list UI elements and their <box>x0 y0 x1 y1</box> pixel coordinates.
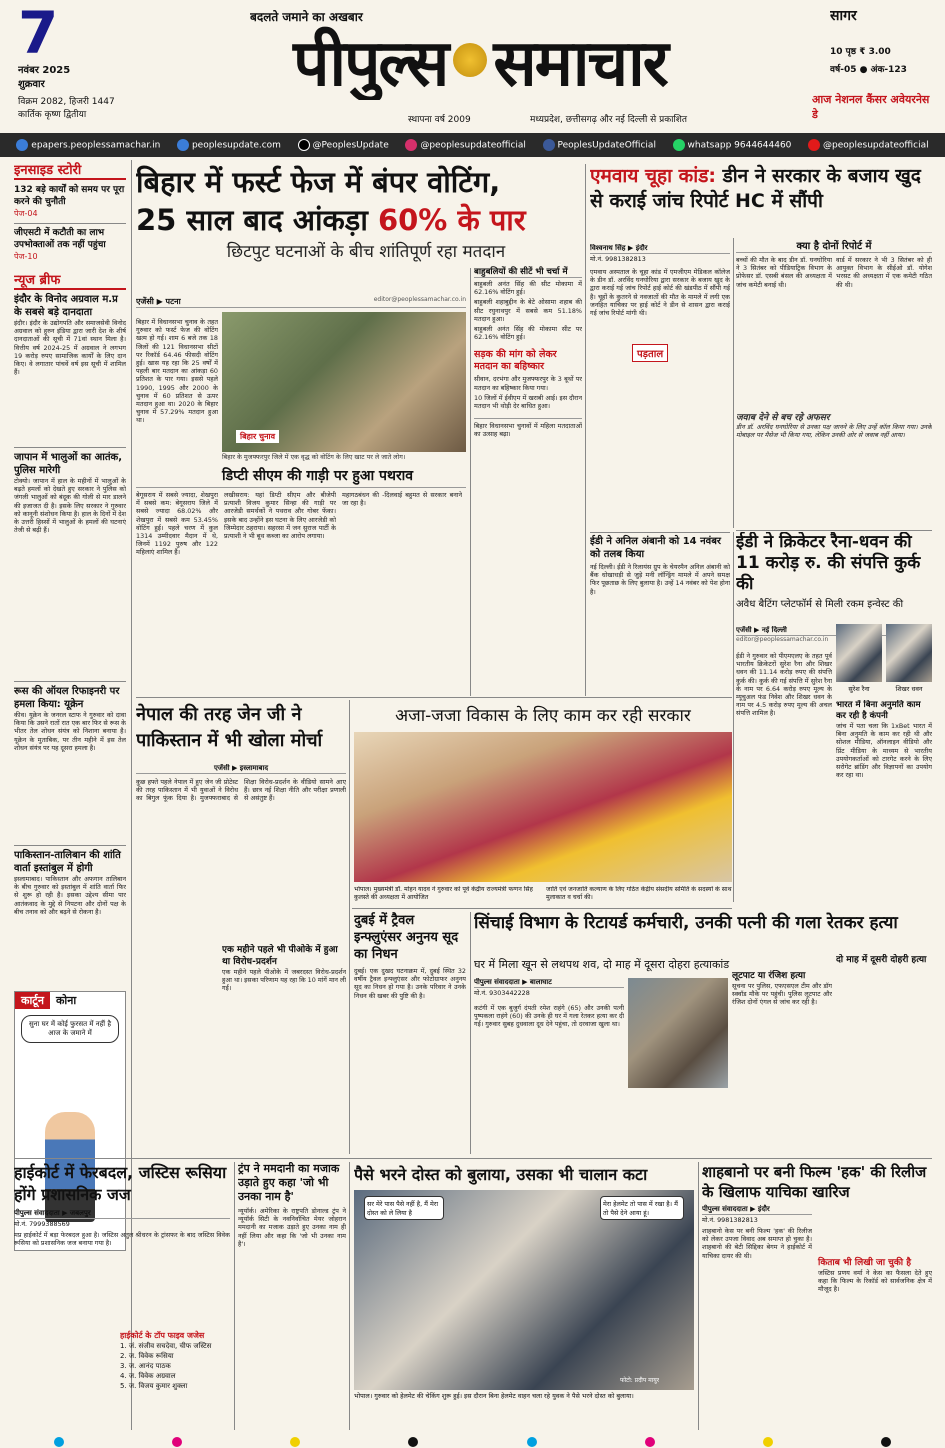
social-item-facebook[interactable]: PeoplesUpdateOfficial <box>543 139 656 151</box>
social-item-epaper[interactable]: epapers.peoplessamachar.in <box>16 139 160 151</box>
sadak-heading: सड़क की मांग को लेकर मतदान का बहिष्कार <box>474 349 557 373</box>
brief-item: रूस की ऑयल रिफाइनरी पर हमला किया: यूक्रेन कीव। यूक्रेन के जनरल स्टाफ ने गुरुवार को दावा किया कि उसने रातों रात एक बार फिर से रूस के भीतर तेल शोधन संयंत्र को निशाना बनाया है। यूक्रेन के मुताबिक, पर तीन महीने में इस तेल शोधन संयंत्र पर यह दूसरा हमला है। <box>14 681 126 841</box>
lead-headline <box>136 164 596 272</box>
mbh-headline: एमवाय चूहा कांड: डीन ने सरकार के बजाय खुद से कराई जांच रिपोर्ट HC में सौंपी <box>590 165 921 212</box>
dubai: दुबई में ट्रैवल इन्फ्लुएंसर अनुनय सूद का निधन दुबई। एक दुखद घटनाक्रम में, दुबई स्थित 32 वर्षीय ट्रैवल इन्फ्लुएंसर और फोटोग्राफर अनुनय सूद का निधन हो गया है। उनके परिवार ने उनके निधन की खबर की पुष्टि की है। <box>354 913 466 1000</box>
aja-photo <box>354 732 732 882</box>
title-right: समाचार <box>493 26 667 100</box>
globe-icon <box>16 139 28 151</box>
nepal-headline: नेपाल की तरह जेन जी ने पाकिस्तान में भी खोला मोर्चा <box>136 704 323 751</box>
aja-headline: अजा-जजा विकास के लिए काम कर रही सरकार <box>395 706 691 726</box>
raina-photo-label: सुरेश रैना <box>848 685 870 693</box>
raina-headline: ईडी ने क्रिकेटर रैना-धवन की 11 करोड़ रु. की संपत्ति कुर्क की <box>736 532 921 594</box>
social-item-website[interactable]: peoplesupdate.com <box>177 139 281 151</box>
social-item-whatsapp[interactable]: whatsapp 9644644460 <box>673 139 792 151</box>
date-block <box>18 4 123 124</box>
raina-byline: एजेंसी ▶ नई दिल्ली editor@peoplessamachar.co.in <box>736 626 932 643</box>
social-item-youtube[interactable]: @peoplesupdateofficial <box>808 139 929 151</box>
sinchai-photo <box>628 978 728 1088</box>
sinchai-byline: पीपुल्स संवाददाता ▶ बालाघाट मो.नं. 9303442228 <box>474 978 624 997</box>
brief-item: पाकिस्तान-तालिबान की शांति वार्ता इस्तांबुल में होगी इस्लामाबाद। पाकिस्तान और अफगान तालिबान के बीच गुरुवार को इस्तांबुल में शांति वार्ता फिर से शुरू हो रही है। इसका उद्देश्य सीमा पार आतंकवाद के मुद्दे से निपटना और दोनों पक्ष के बीच तनाव को और बढ़ने से रोकना है। <box>14 845 126 985</box>
sinchai-body: कटंगी में एक बुजुर्ग दंपती रमेश राहंगे (65) और उनकी पत्नी पुष्पकला राहंगे (60) की उनके ही घर में गला रेतकर हत्या कर दी गई। गुरुवार सुबह दुधवाला दूध देने पहुंचा, तो दरवाजा खुला था। <box>474 1004 624 1029</box>
highcourt: हाईकोर्ट में फेरबदल, जस्टिस रूसिया होंगे प्रशासनिक जज पीपुल्स संवाददाता ▶ जबलपुर मो.नं. 7999388569 मप्र हाईकोर्ट में बड़ा फेरबदल हुआ है। जस्टिस अतुल श्रीधरन के ट्रांसफर के बाद जस्टिस विवेक रूसिया को प्रशासनिक जज बनाया गया है। <box>14 1163 230 1248</box>
nepal-body: कुछ हफ्ते पहले नेपाल में हुए जेन जी प्रोटेस्ट की तरह पाकिस्तान में भी युवाओं ने विरोध का बिगुल फूंक दिया है। मुजफ्फराबाद से शिक्षा विरोध-प्रदर्शन के वीडियो सामने आए हैं। छात्र नई शिक्षा नीति और परीक्षा प्रणाली से असंतुष्ट हैं। <box>136 778 346 803</box>
lead-headline-line2: 25 साल बाद आंकड़ा 60% के पार <box>136 203 526 237</box>
date-paksha: कार्तिक कृष्ण द्वितीया <box>18 110 87 120</box>
raina-subhead: अवैध बैटिंग प्लेटफॉर्म से मिली रकम इन्वेस्ट की <box>736 599 904 610</box>
color-strip <box>0 1436 945 1448</box>
highcourt-list: हाईकोर्ट के टॉप फाइव जजेस 1. जं. संजीव सचदेवा, चीफ जस्टिस 2. ज. विवेक रूसिया 3. ज. आनंद पाठक 4. ज. विवेक अग्रवाल 5. ज. विजय कुमार शुक्ला <box>120 1331 212 1390</box>
sinchai-headline: सिंचाई विभाग के रिटायर्ड कर्मचारी, उनकी पत्नी की गला रेतकर हत्या <box>474 913 898 933</box>
bahubali-box: बाहुबलियों की सीटें भी चर्चा में बाहुबली अनंत सिंह की सीट मोकामा में 62.16% वोटिंग हुई। बाहुबली शहाबुद्दीन के बेटे ओसामा शहाब की सीट रघुनाथपुर में सबसे कम 51.18% मतदान हुआ। बाहुबली अनंत सिंह की मोकामा सीट पर 62.16% वोटिंग हुई। सड़क की मांग को लेकर मतदान का बहिष्कार सीवान, दरभंगा और मुजफ्फरपुर के 3 बूथों पर मतदान का बहिष्कार किया गया। 10 जिलों में ईवीएम में खराबी आई। इस दौरान मतदान भी थोड़ी देर बाधित हुआ। बिहार विधानसभा चुनावों में महिला मतदाताओं का उत्साह बढ़ा। <box>474 267 582 439</box>
pages-price: 10 पृष्ठ ₹ 3.00 <box>830 47 891 57</box>
anil-ambani: ईडी ने अनिल अंबानी को 14 नवंबर को तलब किया नई दिल्ली। ईडी ने रिलायंस ग्रुप के चेयरमैन अनिल अंबानी को बैंक धोखाधड़ी से जुड़े मनी लॉन्ड्रिंग मामले में अपने समक्ष फिर पूछताछ के लिए बुलाया है। उन्हें 14 नवंबर को पेश होना है। <box>590 532 730 696</box>
bahubali-heading: बाहुबलियों की सीटें भी चर्चा में <box>474 266 582 278</box>
lead-headline-line1: बिहार में फर्स्ट फेज में बंपर वोटिंग, <box>136 165 501 199</box>
globe-icon <box>177 139 189 151</box>
paise-bubble-2: मेरा हेलमेट तो पास में रखा है। मैं तो पैसे देने आया हूं। <box>600 1196 684 1220</box>
raina-body: ईडी ने गुरुवार को पीएमएलए के तहत पूर्व भारतीय क्रिकेटरों सुरेश रैना और शिखर धवन की 11.14 करोड़ रुपए की संपत्ति कुर्क की। कुर्क की गई संपत्ति में सुरेश रैना के नाम पर 6.64 करोड़ रुपए मूल्य के म्यूचुअल फंड निवेश और शिखर धवन के नाम पर 4.5 करोड़ रुपए मूल्य की अचल संपत्ति शामिल है। <box>736 652 832 718</box>
sinchai-side: लूटपाट या रंजिश हत्या सूचना पर पुलिस, एफएसएल टीम और डॉग स्क्वॉड मौके पर पहुंची। पुलिस लूटपाट और रंजिश दोनों एंगल से जांच कर रही है। <box>732 971 832 1007</box>
raina-photo <box>836 624 882 682</box>
mbh-label: पड़ताल <box>632 344 668 362</box>
mbh-byline: विश्वनाथ सिंह ▶ इंदौर मो.नं. 9981382813 <box>590 244 730 263</box>
date-day: शुक्रवार <box>18 79 45 90</box>
dcm-attack: डिप्टी सीएम की गाड़ी पर हुआ पथराव बेगूसराय में सबसे ज्यादा, शेखपुरा में सबसे कम: बेगूसराय जिले में सबसे ज्यादा 68.02% और शेखपुरा में सबसे कम 53.45% वोटिंग हुई। पहले चरण में कुल 1314 उम्मीदवार मैदान में थे, जिनमें 1192 पुरुष और 122 महिलाएं शामिल हैं। लखीसराय: यहां डिप्टी सीएम और बीजेपी प्रत्याशी विजय कुमार सिन्हा की गाड़ी पर आरजेडी समर्थकों ने पथराव और गोबर फेंका। इसके बाद उन्होंने इस घटना के लिए आरजेडी को जिम्मेदार ठहराया। सहरसा में जन सुराज पार्टी के प्रत्याशी ने भी बूथ कब्जा का आरोप लगाया। महागठबंधन की -दिलवाई बहुमत से सरकार बनाने जा रहा है। <box>136 466 466 696</box>
social-item-instagram[interactable]: @peoplesupdateofficial <box>405 139 526 151</box>
dhawan-photo <box>886 624 932 682</box>
sinchai-side-2: दो माह में दूसरी दोहरी हत्या <box>836 955 927 965</box>
lead-subhead: छिटपुट घटनाओं के बीच शांतिपूर्ण रहा मतदान <box>226 242 506 262</box>
instagram-icon <box>405 139 417 151</box>
whatsapp-icon <box>673 139 685 151</box>
shahbano: शाहबानो पर बनी फिल्म 'हक' की रिलीज के खिलाफ याचिका खारिज पीपुल्स संवाददाता ▶ इंदौर मो.नं. 9981382813 शाहबानो केस पर बनी फिल्म 'हक' की रिलीज को लेकर उपजा विवाद अब समाप्त हो चुका है। शाहबानो की बेटी सिद्दिका बेगम ने हाईकोर्ट में याचिका दायर की थी। किताब भी लिखी जा चुकी है जस्टिस प्रणय वर्मा ने केस का फैसला देते हुए कहा कि फिल्म के रिकॉर्ड को सार्वजनिक क्षेत्र में मौजूद है। <box>702 1163 932 1294</box>
cartoon-bubble: सुना घर में कोई फुरसत में नहीं है आज के जमाने में <box>21 1015 119 1043</box>
city: सागर <box>830 8 857 24</box>
special-day: आज नेशनल कैंसर अवेयरनेस डे <box>812 93 930 121</box>
trump: ट्रंप ने ममदानी का मजाक उड़ाते हुए कहा 'जो भी उनका नाम है' न्यूयॉर्क। अमेरिका के राष्ट्रपति डोनाल्ड ट्रंप ने न्यूयॉर्क सिटी के नवनिर्वाचित मेयर जोहरान ममदानी का मजाक उड़ाते हुए उनका नाम ही नहीं लिया और कहा कि 'जो भी उनका नाम है'। <box>238 1162 346 1248</box>
brief-item: जापान में भालुओं का आतंक, पुलिस मारेगी टोक्यो। जापान में हाल के महीनों में भालुओं के बढ़ते हमलों को देखते हुए सरकार ने पुलिस को जंगली भालुओं को बंदूक की गोली से मार डालने की इजाजत दी है। इसके लिए सरकार ने गुरुवार को कानूनी संशोधन किया है। हाल के दिनों में देश के उत्तरी हिस्सों में भालुओं के हमलों की घटनाएं तेजी से बढ़ी हैं। <box>14 447 126 677</box>
brief-item: इंदौर के विनोद अग्रवाल म.प्र के सबसे बड़े दानदाता इंदौर। इंदौर के उद्योगपति और समाजसेवी विनोद अग्रवाल को हुरुन इंडिया द्वारा जारी देश के शीर्ष दानदाताओं की सूची में 71वां स्थान मिला है। वित्तीय वर्ष 2024-25 में अग्रवाल ने लगभग 19 करोड़ रुपए सामाजिक कार्यों के लिए दान किए। वे लगातार पांचवें वर्ष इस सूची में शामिल हैं। <box>14 294 126 377</box>
pen-logo-icon <box>453 43 487 77</box>
inside-heading: इनसाइड स्टोरी <box>14 160 126 180</box>
facebook-icon <box>543 139 555 151</box>
paise-bubble-1: सर मेरे पास पैसे नहीं है, मैं मेरा दोस्त को ले लिया है <box>364 1196 444 1220</box>
mbh-box: क्या है दोनों रिपोर्ट में बच्चों की मौत के बाद डीन डॉ. घनघोरिया ने 3 सितंबर को पीडियाट्रिक विभाग के प्रोफेसर डॉ. एसबी बंसल की अध्यक्षता में जांच कमेटी बनाई थी। वार्ड में सरकार ने भी 3 सितंबर को ही आयुक्त विभाग के सीईओ डॉ. योगेश भरसट की अध्यक्षता में एक कमेटी गठित की थी। जवाब देने से बच रहे अफसर डीन डॉ. अरविंद घनघोरिया से उनका पक्ष जानने के लिए उन्हें कॉल किया गया। उनके मोबाइल पर मैसेज भी किया गया, लेकिन उनकी ओर से जवाब नहीं आया। <box>736 238 932 528</box>
inside-item: 132 बड़े कार्यों को समय पर पूरा करने की चुनौती पेज-04 <box>14 185 125 218</box>
nepal-byline: एजेंसी ▶ इस्लामाबाद <box>136 764 346 774</box>
paise-headline: पैसे भरने दोस्त को बुलाया, उसका भी चालान कटा <box>354 1165 648 1184</box>
social-bar <box>0 133 945 157</box>
raina-side: भारत में बिना अनुमति काम कर रही है कंपनी जांच में पता चला कि 1xBet भारत में बिना अनुमति के काम कर रही थी और सोशल मीडिया, ऑनलाइन वीडियो और प्रिंट मीडिया के माध्यम से भारतीय उपयोगकर्ताओं को टारगेट करने के लिए सरोगेट ब्रांडिंग और विज्ञापनों का उपयोग कर रहा था। <box>836 700 932 780</box>
date-month: नवंबर 2025 <box>18 65 71 76</box>
lead-photo-label: बिहार चुनाव <box>236 430 279 443</box>
news-brief-heading: न्यूज ब्रीफ <box>14 270 126 290</box>
title-left: पीपुल्स <box>293 26 448 100</box>
paper-title <box>160 20 800 100</box>
sinchai-subhead: घर में मिला खून से लथपथ शव, दो माह में दूसरा दोहरा हत्याकांड <box>474 958 730 971</box>
paise-photo <box>354 1190 694 1390</box>
region: मध्यप्रदेश, छत्तीसगढ़ और नई दिल्ली से प्रकाशित <box>530 115 688 125</box>
x-icon <box>298 139 310 151</box>
date-number: 7 <box>18 4 59 67</box>
pok-box: एक महीने पहले भी पीओके में हुआ था विरोध-प्रदर्शन एक महीने पहले पीओके में जबरदस्त विरोध-प्रदर्शन हुआ था। इसका परिणाम यह रहा कि 10 मांगें मान ली गईं। <box>222 945 346 993</box>
year-issue: वर्ष-05 ● अंक-123 <box>830 65 907 75</box>
inside-item: जीएसटी में कटौती का लाभ उपभोक्ताओं तक नहीं पहुंचा पेज-10 <box>14 223 126 262</box>
dcm-heading: डिप्टी सीएम की गाड़ी पर हुआ पथराव <box>136 466 466 488</box>
aja-caption-left: भोपाल। मुख्यमंत्री डॉ. मोहन यादव ने गुरुवार को पूर्व केंद्रीय राज्यमंत्री फग्गन सिंह कुलस्ते की अध्यक्षता में आयोजित <box>354 886 533 901</box>
lead-photo-caption: बिहार के मुजफ्फरपुर जिले में एक वृद्ध को वोटिंग के लिए खाट पर ले जाते लोग। <box>222 453 406 461</box>
cartoon-label: कार्टून <box>15 992 50 1009</box>
masthead <box>0 0 945 132</box>
aja-caption-right: जाति एवं जनजाति कल्याण के लिए गठित केंद्रीय संसदीय समिति के सदस्यों के साथ मुलाकात व चर्चा की। <box>546 886 732 901</box>
date-vikram: विक्रम 2082, हिजरी 1447 <box>18 97 115 107</box>
lead-body-1: बिहार में विधानसभा चुनाव के तहत गुरुवार को फर्स्ट फेज की वोटिंग खत्म हो गई। शाम 6 बजे तक 18 जिलों की 121 विधानसभा सीटों पर रिकॉर्ड 64.46 फीसदी वोटिंग हुई। खास यह रहा कि 25 वर्षों में पहली बार मतदान का आंकड़ा 60 प्रतिशत के पार गया। इससे पहले 1990, 1995 और 2000 के चुनाव में 60 प्रतिशत से ऊपर मतदान हुआ था। 2020 के बिहार चुनाव में 57.29% मतदान हुआ था। <box>136 318 218 425</box>
cartoon-label-right: कोना <box>55 994 77 1007</box>
paise-caption: भोपाल। गुरुवार को हेलमेट की चेकिंग शुरू हुई। इस दौरान बिना हेलमेट वाहन चला रहे युवक ने पैसे भरने दोस्त को बुलाया। <box>354 1392 634 1400</box>
tagline: बदलते जमाने का अखबार <box>250 10 363 24</box>
lead-byline: एजेंसी ▶ पटना editor@peoplessamachar.co.in <box>136 296 466 306</box>
youtube-icon <box>808 139 820 151</box>
dhawan-photo-label: शिखर धवन <box>895 685 923 693</box>
social-item-x[interactable]: @PeoplesUpdate <box>298 139 389 151</box>
mbh-body: एमवाय अस्पताल के चूहा कांड में एमजीएम मेडिकल कॉलेज के डीन डॉ. अरविंद घनघोरिया द्वारा सरकार के बजाय खुद के द्वारा कराई गई जांच रिपोर्ट हाई कोर्ट की खंडपीठ में सौंपी गई है। चूहों के कुतरने से नवजातों की मौत के मामले में लगी एक जनहित याचिका पर हाई कोर्ट ने डीन से शासन द्वारा कराई गई जांच रिपोर्ट मांगी थी। <box>590 268 730 318</box>
founded: स्थापना वर्ष 2009 <box>408 115 471 125</box>
paise-credit: फोटो: प्रदीप मायुर <box>620 1377 660 1384</box>
